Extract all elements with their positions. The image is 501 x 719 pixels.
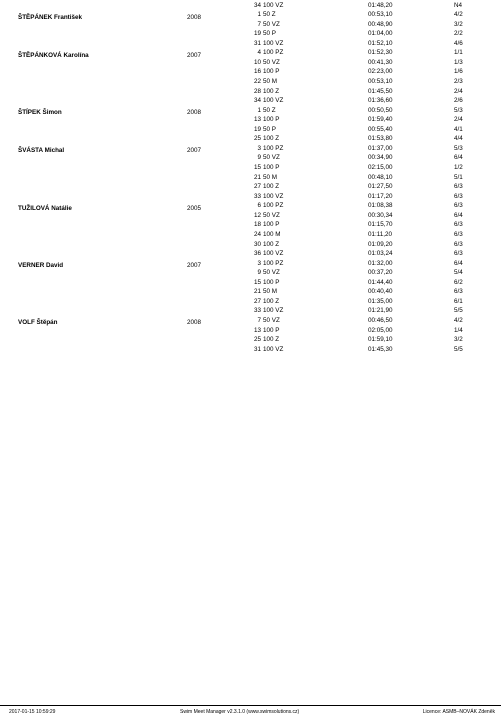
heat-lane: 6/3 <box>454 183 463 191</box>
event-distance: 100 Z <box>263 336 280 344</box>
result-time: 00:48,90 <box>368 20 393 28</box>
event-number: 9 <box>257 154 261 162</box>
result-time: 01:03,24 <box>368 250 393 258</box>
result-time: 01:53,80 <box>368 135 393 143</box>
event-number: 33 <box>253 192 261 200</box>
heat-lane: 6/3 <box>454 230 463 238</box>
result-time: 01:08,38 <box>368 202 393 210</box>
event-distance: 100 PZ <box>263 144 284 152</box>
result-time: 01:48,20 <box>368 1 393 9</box>
heat-lane: 5/1 <box>454 173 463 181</box>
event-number: 21 <box>253 173 261 181</box>
event-number: 27 <box>253 297 261 305</box>
event-distance: 100 VZ <box>263 1 284 9</box>
result-row <box>0 154 501 163</box>
event-distance: 100 Z <box>263 87 280 95</box>
event-number: 1 <box>257 11 261 19</box>
event-number: 21 <box>253 288 261 296</box>
event-number: 3 <box>257 144 261 152</box>
event-number: 9 <box>257 269 261 277</box>
heat-lane: 6/3 <box>454 288 463 296</box>
result-row <box>0 231 501 240</box>
event-distance: 100 PZ <box>263 49 284 57</box>
heat-lane: 4/1 <box>454 125 463 133</box>
event-number: 7 <box>257 316 261 324</box>
heat-lane: 5/5 <box>454 345 463 353</box>
event-number: 31 <box>253 39 261 47</box>
event-number: 15 <box>253 164 261 172</box>
result-row <box>0 202 501 211</box>
page-footer <box>0 705 501 719</box>
heat-lane: 1/4 <box>454 326 463 334</box>
event-number: 33 <box>253 307 261 315</box>
heat-lane: 3/2 <box>454 336 463 344</box>
birth-year: 2008 <box>187 109 202 117</box>
event-number: 12 <box>253 211 261 219</box>
event-number: 24 <box>253 230 261 238</box>
heat-lane: 6/3 <box>454 240 463 248</box>
result-time: 01:21,90 <box>368 307 393 315</box>
event-number: 10 <box>253 58 261 66</box>
result-time: 00:37,20 <box>368 269 393 277</box>
event-distance: 100 VZ <box>263 345 284 353</box>
event-number: 19 <box>253 30 261 38</box>
event-number: 25 <box>253 135 261 143</box>
event-distance: 100 VZ <box>263 192 284 200</box>
event-number: 1 <box>257 106 261 114</box>
result-time: 01:32,00 <box>368 259 393 267</box>
result-time: 01:35,00 <box>368 297 393 305</box>
result-time: 01:45,30 <box>368 345 393 353</box>
result-row <box>0 336 501 345</box>
event-number: 15 <box>253 278 261 286</box>
event-distance: 100 Z <box>263 297 280 305</box>
heat-lane: 6/3 <box>454 221 463 229</box>
swimmer-name: ŠVÁSTA Michal <box>18 147 65 155</box>
heat-lane: 6/4 <box>454 211 463 219</box>
event-distance: 100 P <box>263 116 280 124</box>
heat-lane: 5/5 <box>454 307 463 315</box>
heat-lane: 6/3 <box>454 202 463 210</box>
event-number: 3 <box>257 259 261 267</box>
event-distance: 100 PZ <box>263 202 284 210</box>
heat-lane: 6/2 <box>454 278 463 286</box>
event-distance: 50 M <box>263 288 277 296</box>
heat-lane: N4 <box>454 1 463 9</box>
result-row <box>0 59 501 68</box>
result-time: 00:30,34 <box>368 211 393 219</box>
heat-lane: 2/3 <box>454 77 463 85</box>
result-time: 01:52,10 <box>368 39 393 47</box>
event-number: 16 <box>253 68 261 76</box>
heat-lane: 4/6 <box>454 39 463 47</box>
result-row <box>0 78 501 87</box>
result-time: 00:41,30 <box>368 58 393 66</box>
result-row <box>0 88 501 97</box>
result-row <box>0 2 501 11</box>
footer-print-date: 2017-01-15 10:59:29 <box>9 709 56 715</box>
event-distance: 50 VZ <box>263 154 280 162</box>
event-distance: 50 M <box>263 173 277 181</box>
event-number: 18 <box>253 221 261 229</box>
birth-year: 2008 <box>187 13 202 21</box>
result-time: 01:37,00 <box>368 144 393 152</box>
result-time: 01:15,70 <box>368 221 393 229</box>
heat-lane: 1/3 <box>454 58 463 66</box>
result-row <box>0 288 501 297</box>
event-distance: 100 P <box>263 164 280 172</box>
heat-lane: 6/3 <box>454 192 463 200</box>
event-distance: 50 Z <box>263 11 276 19</box>
result-row <box>0 107 501 116</box>
result-row <box>0 193 501 202</box>
event-distance: 50 VZ <box>263 58 280 66</box>
event-distance: 100 Z <box>263 135 280 143</box>
result-row <box>0 327 501 336</box>
result-row <box>0 317 501 326</box>
event-number: 30 <box>253 240 261 248</box>
event-distance: 100 M <box>263 230 281 238</box>
result-time: 00:48,10 <box>368 173 393 181</box>
result-row <box>0 241 501 250</box>
result-time: 00:53,10 <box>368 77 393 85</box>
event-number: 25 <box>253 336 261 344</box>
heat-lane: 2/6 <box>454 97 463 105</box>
event-distance: 100 P <box>263 68 280 76</box>
event-distance: 100 PZ <box>263 259 284 267</box>
swimmer-name: TUŽILOVÁ Natálie <box>18 204 72 212</box>
event-number: 28 <box>253 87 261 95</box>
event-distance: 50 Z <box>263 106 276 114</box>
heat-lane: 2/4 <box>454 116 463 124</box>
heat-lane: 2/2 <box>454 30 463 38</box>
result-row <box>0 212 501 221</box>
event-number: 31 <box>253 345 261 353</box>
result-time: 01:59,10 <box>368 336 393 344</box>
event-distance: 50 P <box>263 125 276 133</box>
result-time: 01:27,50 <box>368 183 393 191</box>
event-distance: 50 VZ <box>263 211 280 219</box>
result-time: 02:23,00 <box>368 68 393 76</box>
result-time: 02:15,00 <box>368 164 393 172</box>
result-row <box>0 68 501 77</box>
result-row <box>0 221 501 230</box>
event-distance: 100 P <box>263 221 280 229</box>
swimmer-name: ŠTÍPEK Šimon <box>18 109 62 117</box>
result-row <box>0 183 501 192</box>
event-distance: 100 Z <box>263 240 280 248</box>
result-row <box>0 30 501 39</box>
result-time: 01:45,50 <box>368 87 393 95</box>
event-distance: 100 P <box>263 326 280 334</box>
result-time: 01:17,20 <box>368 192 393 200</box>
result-time: 00:34,90 <box>368 154 393 162</box>
result-time: 01:09,20 <box>368 240 393 248</box>
result-row <box>0 298 501 307</box>
swimmer-name: ŠTĚPÁNKOVÁ Karolína <box>18 51 89 59</box>
result-row <box>0 126 501 135</box>
heat-lane: 4/4 <box>454 135 463 143</box>
event-number: 13 <box>253 326 261 334</box>
event-number: 36 <box>253 250 261 258</box>
birth-year: 2008 <box>187 319 202 327</box>
heat-lane: 1/2 <box>454 164 463 172</box>
birth-year: 2005 <box>187 204 202 212</box>
heat-lane: 5/3 <box>454 144 463 152</box>
result-time: 00:50,50 <box>368 106 393 114</box>
event-number: 34 <box>253 97 261 105</box>
birth-year: 2007 <box>187 51 202 59</box>
result-time: 00:55,40 <box>368 125 393 133</box>
heat-lane: 2/4 <box>454 87 463 95</box>
event-distance: 100 VZ <box>263 97 284 105</box>
result-row <box>0 174 501 183</box>
result-row <box>0 40 501 49</box>
result-row <box>0 346 501 355</box>
heat-lane: 1/1 <box>454 49 463 57</box>
event-distance: 100 VZ <box>263 307 284 315</box>
result-row <box>0 145 501 154</box>
event-number: 34 <box>253 1 261 9</box>
heat-lane: 6/4 <box>454 259 463 267</box>
event-number: 22 <box>253 77 261 85</box>
result-row <box>0 269 501 278</box>
heat-lane: 5/3 <box>454 106 463 114</box>
event-distance: 50 VZ <box>263 269 280 277</box>
swimmer-name: VOLF Štěpán <box>18 319 58 327</box>
event-number: 7 <box>257 20 261 28</box>
swimmer-name: ŠTĚPÁNEK František <box>18 13 83 21</box>
result-time: 01:11,20 <box>368 230 393 238</box>
event-number: 4 <box>257 49 261 57</box>
event-number: 6 <box>257 202 261 210</box>
heat-lane: 4/2 <box>454 11 463 19</box>
result-row <box>0 135 501 144</box>
result-row <box>0 97 501 106</box>
event-number: 13 <box>253 116 261 124</box>
event-distance: 50 VZ <box>263 316 280 324</box>
result-time: 01:52,30 <box>368 49 393 57</box>
event-distance: 50 VZ <box>263 20 280 28</box>
event-number: 19 <box>253 125 261 133</box>
heat-lane: 1/6 <box>454 68 463 76</box>
event-distance: 50 M <box>263 77 277 85</box>
result-time: 02:05,00 <box>368 326 393 334</box>
heat-lane: 6/1 <box>454 297 463 305</box>
result-time: 01:04,00 <box>368 30 393 38</box>
event-distance: 100 Z <box>263 183 280 191</box>
result-row <box>0 260 501 269</box>
result-time: 01:44,40 <box>368 278 393 286</box>
event-distance: 100 VZ <box>263 39 284 47</box>
result-time: 01:59,40 <box>368 116 393 124</box>
result-row <box>0 279 501 288</box>
result-row <box>0 164 501 173</box>
heat-lane: 6/4 <box>454 154 463 162</box>
result-row <box>0 116 501 125</box>
result-row <box>0 307 501 316</box>
heat-lane: 6/3 <box>454 250 463 258</box>
result-time: 00:40,40 <box>368 288 393 296</box>
event-number: 27 <box>253 183 261 191</box>
footer-licence: Licence: ASMB–NOVÁK Zdeněk <box>422 709 495 715</box>
swimmer-name: VERNER David <box>18 262 64 270</box>
footer-software: Swim Meet Manager v2.3.1.0 (www.swimsolutions.cz) <box>180 709 300 715</box>
result-time: 00:53,10 <box>368 11 393 19</box>
heat-lane: 3/2 <box>454 20 463 28</box>
event-distance: 100 VZ <box>263 250 284 258</box>
result-time: 00:46,50 <box>368 316 393 324</box>
heat-lane: 4/2 <box>454 316 463 324</box>
result-row <box>0 21 501 30</box>
event-distance: 100 P <box>263 278 280 286</box>
result-row <box>0 250 501 259</box>
birth-year: 2007 <box>187 262 202 270</box>
heat-lane: 5/4 <box>454 269 463 277</box>
birth-year: 2007 <box>187 147 202 155</box>
event-distance: 50 P <box>263 30 276 38</box>
result-time: 01:36,60 <box>368 97 393 105</box>
